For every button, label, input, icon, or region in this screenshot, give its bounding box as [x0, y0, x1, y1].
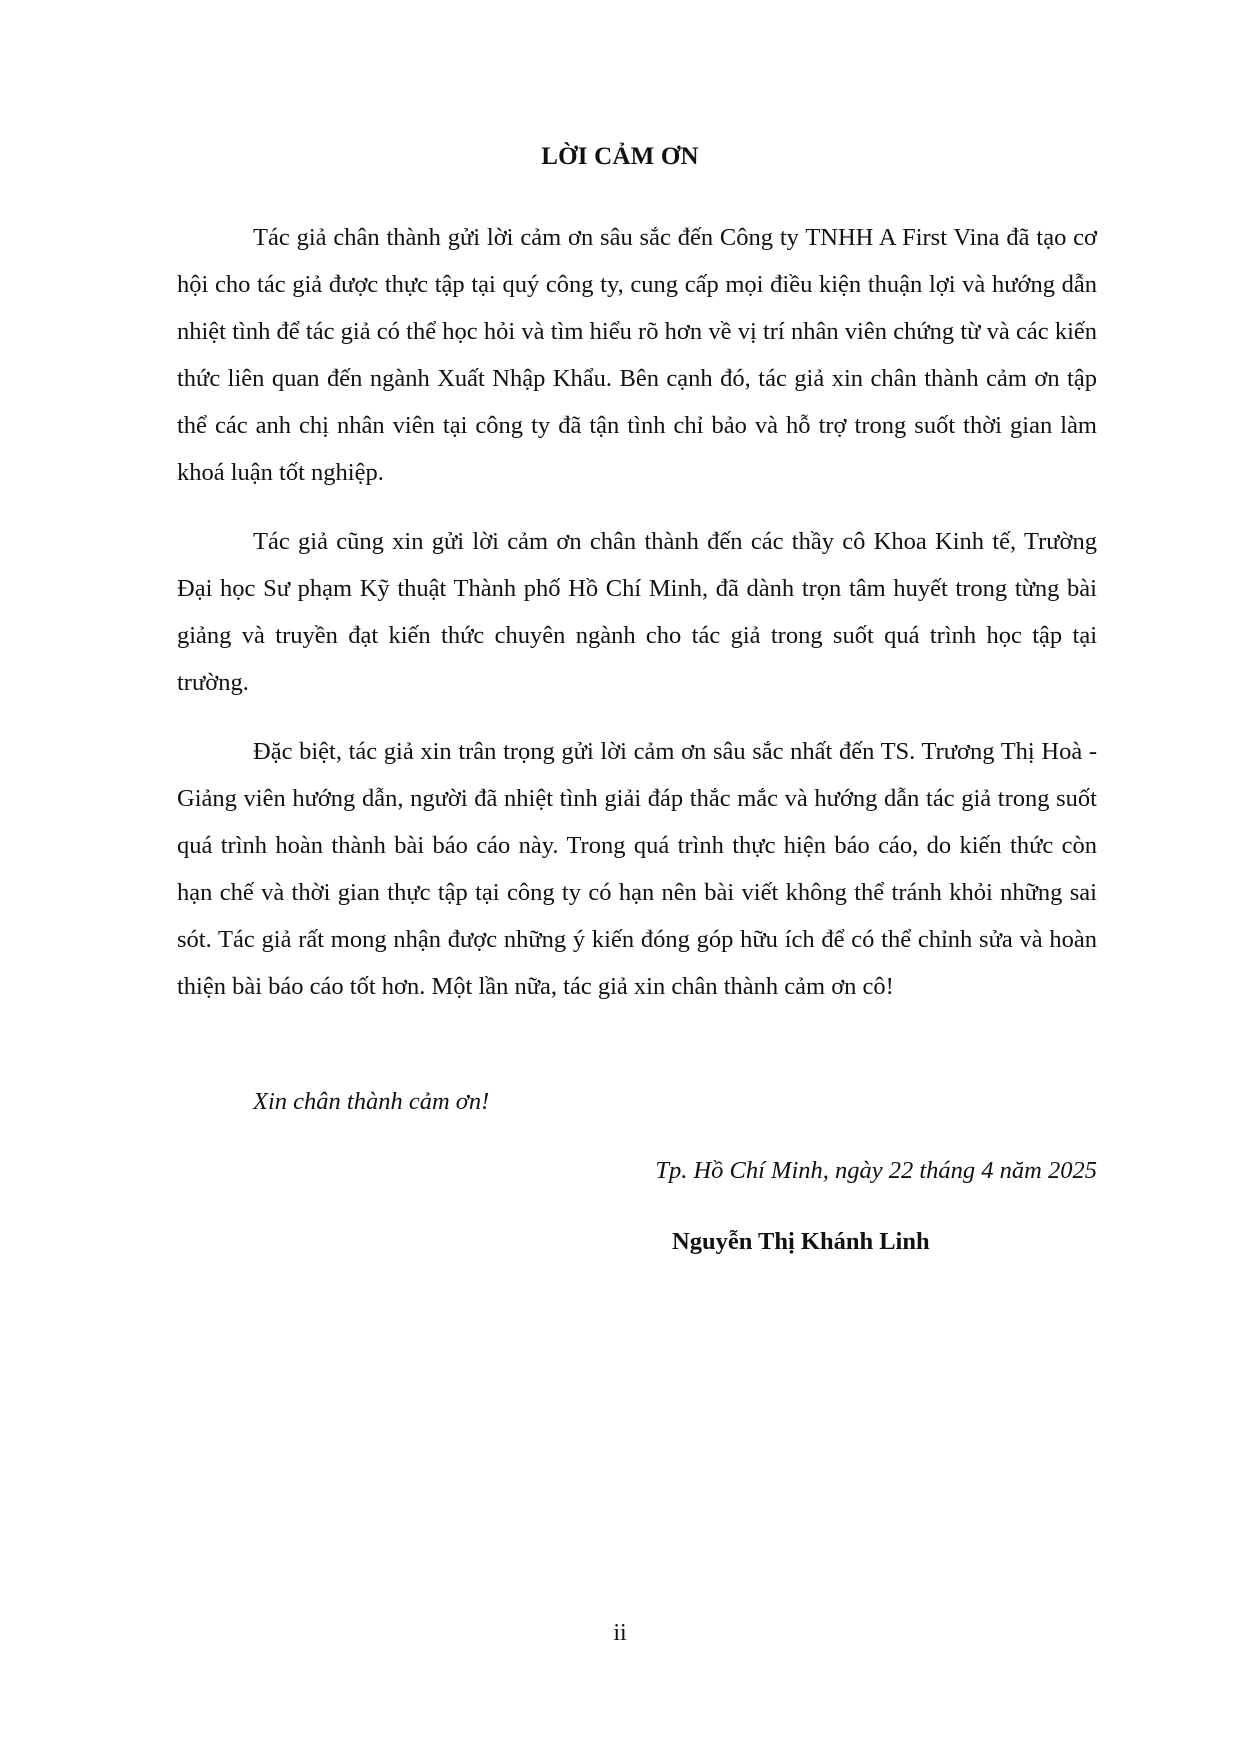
author-name: Nguyễn Thị Khánh Linh: [672, 1228, 930, 1255]
page-title: LỜI CẢM ƠN: [541, 143, 699, 170]
closing-line: Xin chân thành cảm ơn!: [253, 1088, 490, 1115]
paragraph-faculty-thanks: Tác giả cũng xin gửi lời cảm ơn chân thành đến các thầy cô Khoa Kinh tế, Trường Đại học Sư phạm Kỹ thuật Thành phố Hồ Chí Minh, đã dành trọn tâm huyết trong từng bài giảng và truyền đạt kiến thức chuyên ngành cho tác giả trong suốt quá trình học tập tại trường.: [177, 528, 1097, 696]
document-body: [177, 214, 1097, 1032]
paragraph-advisor-thanks: Đặc biệt, tác giả xin trân trọng gửi lời cảm ơn sâu sắc nhất đến TS. Trương Thị Hoà - Giảng viên hướng dẫn, người đã nhiệt tình giải đáp thắc mắc và hướng dẫn tác giả trong suốt quá trình hoàn thành bài báo cáo này. Trong quá trình thực hiện báo cáo, do kiến thức còn hạn chế và thời gian thực tập tại công ty có hạn nên bài viết không thể tránh khỏi những sai sót. Tác giả rất mong nhận được những ý kiến đóng góp hữu ích để có thể chỉnh sửa và hoàn thiện bài báo cáo tốt hơn. Một lần nữa, tác giả xin chân thành cảm ơn cô!: [177, 738, 1097, 1000]
paragraph-company-thanks: Tác giả chân thành gửi lời cảm ơn sâu sắc đến Công ty TNHH A First Vina đã tạo cơ hội cho tác giả được thực tập tại quý công ty, cung cấp mọi điều kiện thuận lợi và hướng dẫn nhiệt tình để tác giả có thể học hỏi và tìm hiểu rõ hơn về vị trí nhân viên chứng từ và các kiến thức liên quan đến ngành Xuất Nhập Khẩu. Bên cạnh đó, tác giả xin chân thành cảm ơn tập thể các anh chị nhân viên tại công ty đã tận tình chỉ bảo và hỗ trợ trong suốt thời gian làm khoá luận tốt nghiệp.: [177, 224, 1097, 486]
page-number: ii: [613, 1620, 627, 1646]
place-date-line: Tp. Hồ Chí Minh, ngày 22 tháng 4 năm 2025: [655, 1157, 1097, 1184]
